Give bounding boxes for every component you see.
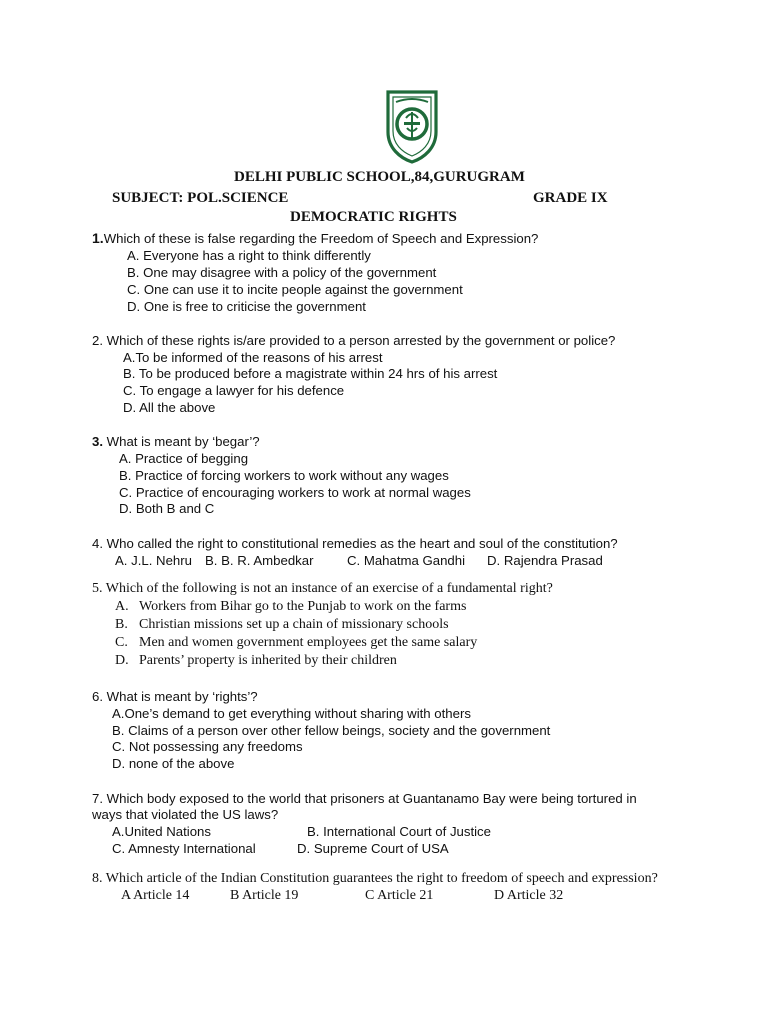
option: Workers from Bihar go to the Punjab to work on the farms [139, 599, 467, 614]
question-text: Which body exposed to the world that prisoners at Guantanamo Bay were being tortured in [103, 791, 637, 806]
question-number: 3. [92, 434, 103, 449]
option: D. One is free to criticise the government [127, 299, 366, 314]
question-3 [92, 433, 260, 450]
question-4 [92, 535, 618, 552]
question-1 [92, 230, 538, 247]
school-crest-logo [382, 88, 442, 164]
option: B Article 19 [230, 888, 299, 903]
option: B. B. R. Ambedkar [205, 553, 314, 568]
question-number: 2. [92, 333, 103, 348]
option: C. Mahatma Gandhi [347, 553, 466, 568]
topic-title: DEMOCRATIC RIGHTS [290, 209, 457, 225]
option: C. To engage a lawyer for his defence [123, 383, 345, 398]
option: B. Claims of a person over other fellow beings, society and the government [112, 723, 551, 738]
grade-label: GRADE IX [533, 190, 608, 206]
option: C. Practice of encouraging workers to work at normal wages [119, 485, 471, 500]
school-name: DELHI PUBLIC SCHOOL,84,GURUGRAM [234, 169, 525, 185]
option: A. J.L. Nehru [115, 553, 192, 568]
question-8 [92, 870, 658, 888]
question-2 [92, 332, 615, 349]
option-letter: A. [115, 599, 129, 614]
option: B. International Court of Justice [307, 824, 491, 839]
option: B. One may disagree with a policy of the government [127, 265, 437, 280]
question-text: What is meant by ‘rights’? [103, 689, 258, 704]
option: Men and women government employees get the same salary [139, 635, 478, 650]
question-text: Which article of the Indian Constitution guarantees the right to freedom of speech and expression? [102, 871, 658, 886]
option-letter: D. [115, 653, 129, 668]
question-number: 6. [92, 689, 103, 704]
option: D Article 32 [494, 888, 564, 903]
question-text: Which of the following is not an instance of an exercise of a fundamental right? [102, 581, 553, 596]
option: A. Practice of begging [119, 451, 249, 466]
option: A.One’s demand to get everything without sharing with others [112, 706, 471, 721]
option-letter: B. [115, 617, 128, 632]
question-text: Which of these is false regarding the Freedom of Speech and Expression? [103, 231, 539, 246]
option: D. All the above [123, 400, 216, 415]
option: A.United Nations [112, 824, 211, 839]
question-5 [92, 580, 553, 598]
question-number: 1. [92, 230, 104, 246]
question-text: Which of these rights is/are provided to a person arrested by the government or police? [103, 333, 616, 348]
question-number: 5. [92, 581, 103, 596]
question-text: What is meant by ‘begar’? [103, 434, 260, 449]
option: Parents’ property is inherited by their children [139, 653, 397, 668]
option: A. Everyone has a right to think differently [127, 248, 371, 263]
option: D. none of the above [112, 756, 235, 771]
question-6 [92, 688, 258, 705]
option: A Article 14 [121, 888, 190, 903]
option: A.To be informed of the reasons of his arrest [123, 350, 383, 365]
question-7-line2: ways that violated the US laws? [92, 807, 279, 822]
option: C. Not possessing any freedoms [112, 739, 303, 754]
subject-label: SUBJECT: POL.SCIENCE [112, 190, 289, 206]
option: D. Rajendra Prasad [487, 553, 603, 568]
question-7 [92, 790, 637, 807]
option: B. Practice of forcing workers to work without any wages [119, 468, 449, 483]
question-text: Who called the right to constitutional remedies as the heart and soul of the constitution? [103, 536, 618, 551]
question-number: 7. [92, 791, 103, 806]
option: C. One can use it to incite people against the government [127, 282, 463, 297]
option: D. Both B and C [119, 501, 215, 516]
question-number: 8. [92, 871, 103, 886]
option: C Article 21 [365, 888, 434, 903]
option: Christian missions set up a chain of missionary schools [139, 617, 449, 632]
option: D. Supreme Court of USA [297, 841, 449, 856]
question-number: 4. [92, 536, 103, 551]
option: B. To be produced before a magistrate within 24 hrs of his arrest [123, 366, 498, 381]
option: C. Amnesty International [112, 841, 256, 856]
option-letter: C. [115, 635, 128, 650]
